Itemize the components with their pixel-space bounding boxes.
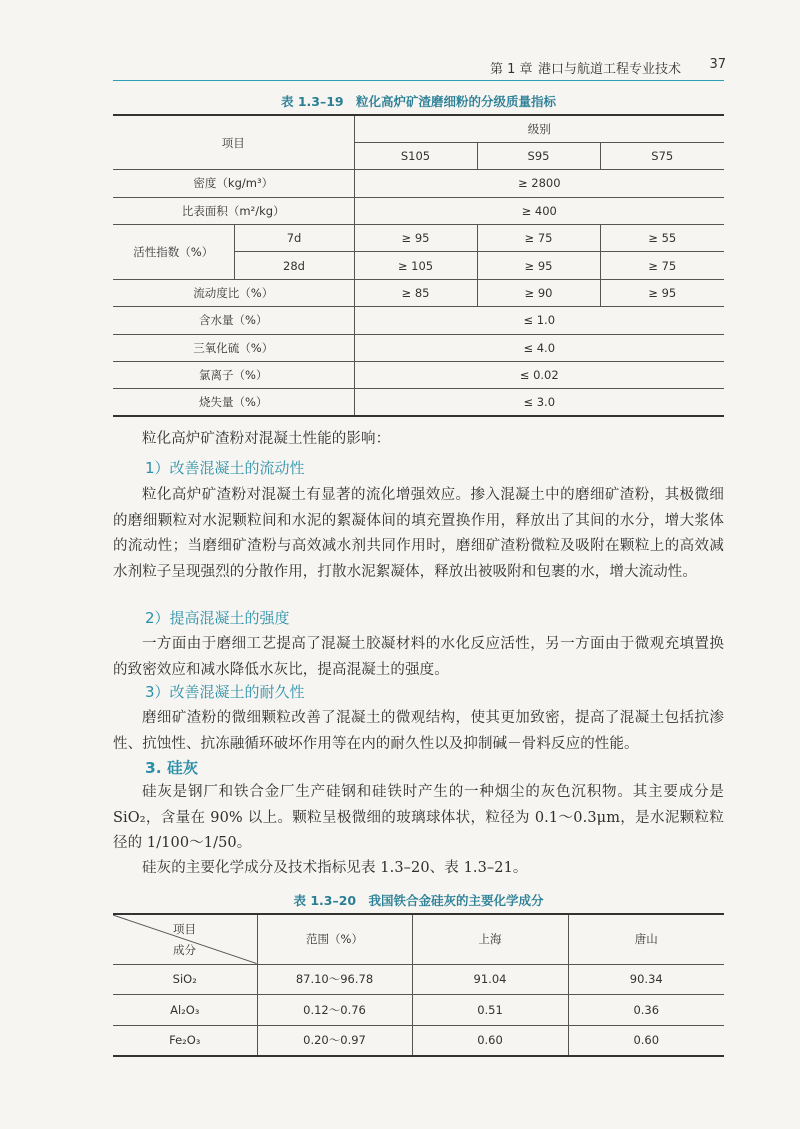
running-header	[490, 57, 726, 77]
table-row	[113, 307, 724, 334]
value-7d-s105: ≥ 95	[354, 225, 477, 252]
table-row	[113, 389, 724, 416]
value-28d-s105: ≥ 105	[354, 252, 477, 279]
row-label-loss: 烧失量（%）	[113, 389, 354, 416]
row-label-activity: 活性指数（%）	[113, 225, 234, 280]
table1-caption	[113, 92, 724, 110]
corner-header	[113, 914, 257, 964]
row-label-surface: 比表面积（m²/kg）	[113, 197, 354, 224]
header-shanghai: 上海	[412, 914, 568, 964]
value-al2o3-tangshan: 0.36	[568, 995, 724, 1026]
value-chloride: ≤ 0.02	[354, 362, 724, 389]
table-row	[113, 115, 724, 142]
header-item: 项目	[113, 115, 354, 170]
header-range: 范围（%）	[257, 914, 412, 964]
paragraph-durability	[113, 706, 724, 757]
paragraph-text: 一方面由于磨细工艺提高了混凝土胶凝材料的水化反应活性，另一方面由于微观充填置换的致密效应和减水降低水灰比，提高混凝土的强度。	[113, 636, 724, 678]
value-so3: ≤ 4.0	[354, 334, 724, 361]
header-rule	[113, 80, 724, 81]
table-row	[113, 964, 724, 995]
value-flow-s105: ≥ 85	[354, 279, 477, 306]
table-row	[113, 914, 724, 964]
value-al2o3-shanghai: 0.51	[412, 995, 568, 1026]
table-row	[113, 197, 724, 224]
component-fe2o3: Fe₂O₃	[113, 1025, 257, 1056]
paragraph-strength	[113, 632, 724, 683]
component-al2o3: Al₂O₃	[113, 995, 257, 1026]
chapter-number: 第 1 章	[490, 62, 533, 77]
value-fe2o3-shanghai: 0.60	[412, 1025, 568, 1056]
grade-s75: S75	[600, 142, 724, 169]
paragraph-silica-fume	[113, 780, 724, 857]
table-row	[113, 995, 724, 1026]
heading-durability: 3）改善混凝土的耐久性	[145, 683, 305, 701]
page-number: 37	[709, 57, 726, 72]
row-label-chloride: 氯离子（%）	[113, 362, 354, 389]
component-sio2: SiO₂	[113, 964, 257, 995]
value-sio2-tangshan: 90.34	[568, 964, 724, 995]
value-water: ≤ 1.0	[354, 307, 724, 334]
paragraph-text: 粒化高炉矿渣粉对混凝土有显著的流化增强效应。掺入混凝土中的磨细矿渣粉，其极微细的磨细颗粒对水泥颗粒间和水泥的絮凝体间的填充置换作用，释放出了其间的水分，增大浆体的流动性；当磨细矿渣粉与高效减水剂共同作用时，磨细矿渣粉微粒及吸附在颗粒上的高效减水剂粒子呈现强烈的分散作用，打散水泥絮凝体，释放出被吸附和包裹的水，增大流动性。	[113, 487, 724, 580]
table2-caption	[113, 891, 724, 909]
header-tangshan: 唐山	[568, 914, 724, 964]
table-row	[113, 170, 724, 197]
value-28d-s75: ≥ 75	[600, 252, 724, 279]
value-sio2-range: 87.10～96.78	[257, 964, 412, 995]
value-flow-s75: ≥ 95	[600, 279, 724, 306]
table2-silica-fume-composition	[113, 913, 724, 1057]
paragraph-text: 硅灰的主要化学成分及技术指标见表 1.3–20、表 1.3–21。	[142, 860, 528, 876]
heading-flowability: 1）改善混凝土的流动性	[145, 459, 305, 477]
value-7d-s75: ≥ 55	[600, 225, 724, 252]
value-fe2o3-range: 0.20～0.97	[257, 1025, 412, 1056]
table-row	[113, 334, 724, 361]
heading-silica-fume: 3. 硅灰	[145, 759, 199, 777]
intro-paragraph	[113, 427, 724, 453]
value-fe2o3-tangshan: 0.60	[568, 1025, 724, 1056]
value-flow-s95: ≥ 90	[477, 279, 600, 306]
grade-s95: S95	[477, 142, 600, 169]
paragraph-text: 硅灰是钢厂和铁合金厂生产硅钢和硅铁时产生的一种烟尘的灰色沉积物。其主要成分是 SiO₂，含量在 90% 以上。颗粒呈极微细的玻璃球体状，粒径为 0.1～0.3μm，是水泥颗粒粒径的 1/100～1/50。	[113, 784, 724, 851]
row-label-so3: 三氧化硫（%）	[113, 334, 354, 361]
value-28d-s95: ≥ 95	[477, 252, 600, 279]
table1-caption-title: 粒化高炉矿渣磨细粉的分级质量指标	[355, 94, 556, 109]
corner-item-label: 项目	[173, 922, 196, 936]
row-label-water: 含水量（%）	[113, 307, 354, 334]
header-grade: 级别	[354, 115, 724, 142]
corner-component-label: 成分	[173, 942, 196, 957]
table-row	[113, 279, 724, 306]
grade-s105: S105	[354, 142, 477, 169]
row-label-density: 密度（kg/m³）	[113, 170, 354, 197]
table-row	[113, 225, 724, 252]
value-7d-s95: ≥ 75	[477, 225, 600, 252]
paragraph-text: 磨细矿渣粉的微细颗粒改善了混凝土的微观结构，使其更加致密，提高了混凝土包括抗渗性、抗蚀性、抗冻融循环破坏作用等在内的耐久性以及抑制碱－骨料反应的性能。	[113, 710, 724, 752]
value-al2o3-range: 0.12～0.76	[257, 995, 412, 1026]
value-sio2-shanghai: 91.04	[412, 964, 568, 995]
table1-caption-number: 表 1.3–19	[280, 94, 344, 109]
value-loss: ≤ 3.0	[354, 389, 724, 416]
table1-grading-quality	[113, 114, 724, 417]
chapter-title: 港口与航道工程专业技术	[538, 62, 682, 77]
heading-strength: 2）提高混凝土的强度	[145, 609, 290, 627]
row-label-flow: 流动度比（%）	[113, 279, 354, 306]
paragraph-table-reference	[113, 856, 724, 882]
table2-caption-title: 我国铁合金硅灰的主要化学成分	[368, 893, 544, 908]
row-label-7d: 7d	[234, 225, 354, 252]
paragraph-flowability	[113, 483, 724, 585]
table2-caption-number: 表 1.3–20	[293, 893, 357, 908]
row-label-28d: 28d	[234, 252, 354, 279]
value-density: ≥ 2800	[354, 170, 724, 197]
intro-text: 粒化高炉矿渣粉对混凝土性能的影响：	[142, 431, 391, 447]
table-row	[113, 1025, 724, 1056]
value-surface: ≥ 400	[354, 197, 724, 224]
table-row	[113, 362, 724, 389]
